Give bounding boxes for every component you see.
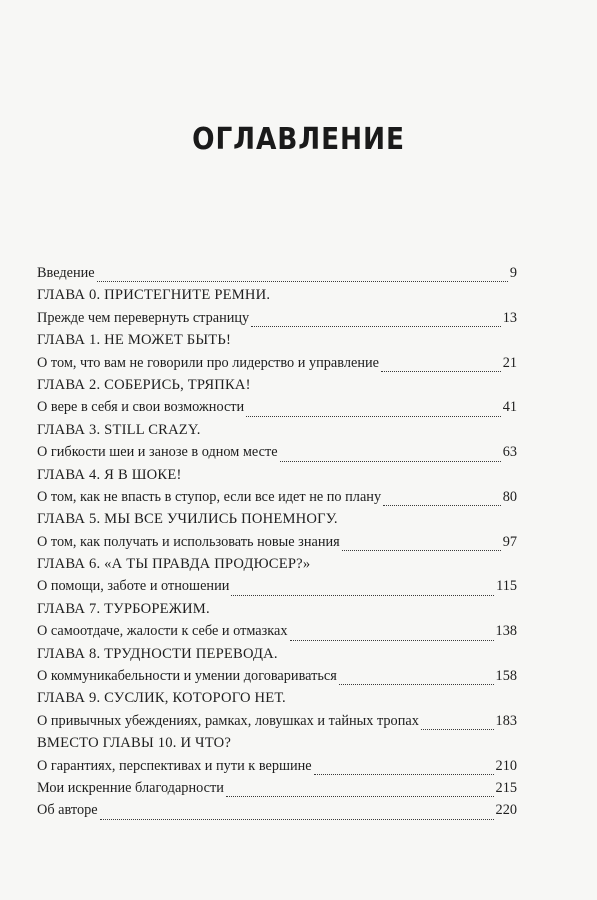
toc-entry-title: ГЛАВА 1. НЕ МОЖЕТ БЫТЬ!: [37, 332, 232, 349]
toc-entry-title: О самоотдаче, жалости к себе и отмазках: [37, 623, 288, 640]
toc-chapter-heading: [37, 467, 517, 489]
toc-entry: [37, 489, 517, 511]
dot-leader: [251, 326, 500, 327]
toc-entry: [37, 355, 517, 377]
toc-page-number: 41: [502, 399, 517, 416]
toc-entry-title: О том, что вам не говорили про лидерство и управление: [37, 354, 379, 371]
dot-leader: [290, 640, 494, 641]
toc-entry-title: Прежде чем перевернуть страницу: [37, 309, 250, 326]
toc-chapter-heading: [37, 377, 517, 399]
toc-entry-title: О том, как получать и использовать новые знания: [37, 533, 340, 550]
toc-entry-title: ГЛАВА 2. СОБЕРИСЬ, ТРЯПКА!: [37, 376, 251, 393]
toc-entry: [37, 713, 517, 735]
toc-entry-title: ГЛАВА 7. ТУРБОРЕЖИМ.: [37, 600, 210, 617]
toc-chapter-heading: [37, 601, 517, 623]
toc-entry: [37, 802, 517, 824]
table-of-contents: [37, 265, 517, 825]
toc-page-number: 115: [496, 578, 517, 595]
dot-leader: [97, 281, 508, 282]
dot-leader: [381, 371, 501, 372]
toc-entry-title: ГЛАВА 3. STILL CRAZY.: [37, 421, 201, 438]
toc-chapter-heading: [37, 287, 517, 309]
toc-chapter-heading: [37, 735, 517, 757]
dot-leader: [246, 416, 501, 417]
toc-entry: [37, 310, 517, 332]
toc-entry: [37, 265, 517, 287]
toc-entry-title: О привычных убеждениях, рамках, ловушках и тайных тропах: [37, 712, 419, 729]
toc-entry-title: Введение: [37, 265, 95, 281]
toc-chapter-heading: [37, 511, 517, 533]
toc-page-number: 215: [495, 779, 517, 796]
dot-leader: [383, 505, 501, 506]
toc-entry-title: О том, как не впасть в ступор, если все идет не по плану: [37, 488, 382, 505]
toc-entry-title: ГЛАВА 8. ТРУДНОСТИ ПЕРЕВОДА.: [37, 645, 278, 662]
dot-leader: [314, 774, 494, 775]
toc-chapter-heading: [37, 690, 517, 712]
toc-entry: [37, 534, 517, 556]
toc-entry: [37, 444, 517, 466]
toc-entry: [37, 399, 517, 421]
dot-leader: [231, 595, 494, 596]
toc-page-number: 13: [502, 309, 517, 326]
toc-page-number: 183: [495, 712, 517, 729]
toc-page-number: 9: [509, 265, 517, 281]
toc-entry-title: О помощи, заботе и отношении: [37, 578, 230, 595]
toc-chapter-heading: [37, 646, 517, 668]
toc-entry-title: О гарантиях, перспективах и пути к вершине: [37, 757, 312, 774]
dot-leader: [421, 729, 494, 730]
toc-entry: [37, 758, 517, 780]
toc-entry-title: ГЛАВА 4. Я В ШОКЕ!: [37, 466, 182, 483]
toc-entry-title: ГЛАВА 6. «А ТЫ ПРАВДА ПРОДЮСЕР?»: [37, 556, 311, 573]
toc-page-number: 158: [495, 668, 517, 685]
toc-entry-title: О вере в себя и свои возможности: [37, 399, 245, 416]
toc-page-number: 63: [502, 444, 517, 461]
toc-page-number: 80: [502, 488, 517, 505]
toc-entry-title: ГЛАВА 9. СУСЛИК, КОТОРОГО НЕТ.: [37, 690, 286, 707]
toc-entry-title: Мои искренние благодарности: [37, 779, 224, 796]
toc-entry: [37, 668, 517, 690]
toc-entry-title: ГЛАВА 0. ПРИСТЕГНИТЕ РЕМНИ.: [37, 287, 271, 304]
dot-leader: [280, 461, 501, 462]
toc-entry-title: О коммуникабельности и умении договариваться: [37, 668, 337, 685]
toc-page-number: 220: [495, 802, 517, 819]
toc-entry-title: ГЛАВА 5. МЫ ВСЕ УЧИЛИСЬ ПОНЕМНОГУ.: [37, 511, 338, 528]
toc-entry: [37, 780, 517, 802]
toc-chapter-heading: [37, 422, 517, 444]
toc-entry: [37, 578, 517, 600]
toc-entry-title: О гибкости шеи и занозе в одном месте: [37, 444, 278, 461]
dot-leader: [100, 819, 494, 820]
toc-chapter-heading: [37, 332, 517, 354]
dot-leader: [226, 796, 494, 797]
toc-entry-title: Об авторе: [37, 802, 98, 819]
toc-page-number: 97: [502, 533, 517, 550]
toc-page-number: 21: [502, 354, 517, 371]
page-title: ОГЛАВЛЕНИЕ: [192, 122, 405, 157]
toc-entry-title: ВМЕСТО ГЛАВЫ 10. И ЧТО?: [37, 735, 232, 752]
toc-chapter-heading: [37, 556, 517, 578]
toc-entry: [37, 623, 517, 645]
dot-leader: [342, 550, 501, 551]
dot-leader: [339, 684, 494, 685]
toc-page-number: 138: [495, 623, 517, 640]
toc-page-number: 210: [495, 757, 517, 774]
